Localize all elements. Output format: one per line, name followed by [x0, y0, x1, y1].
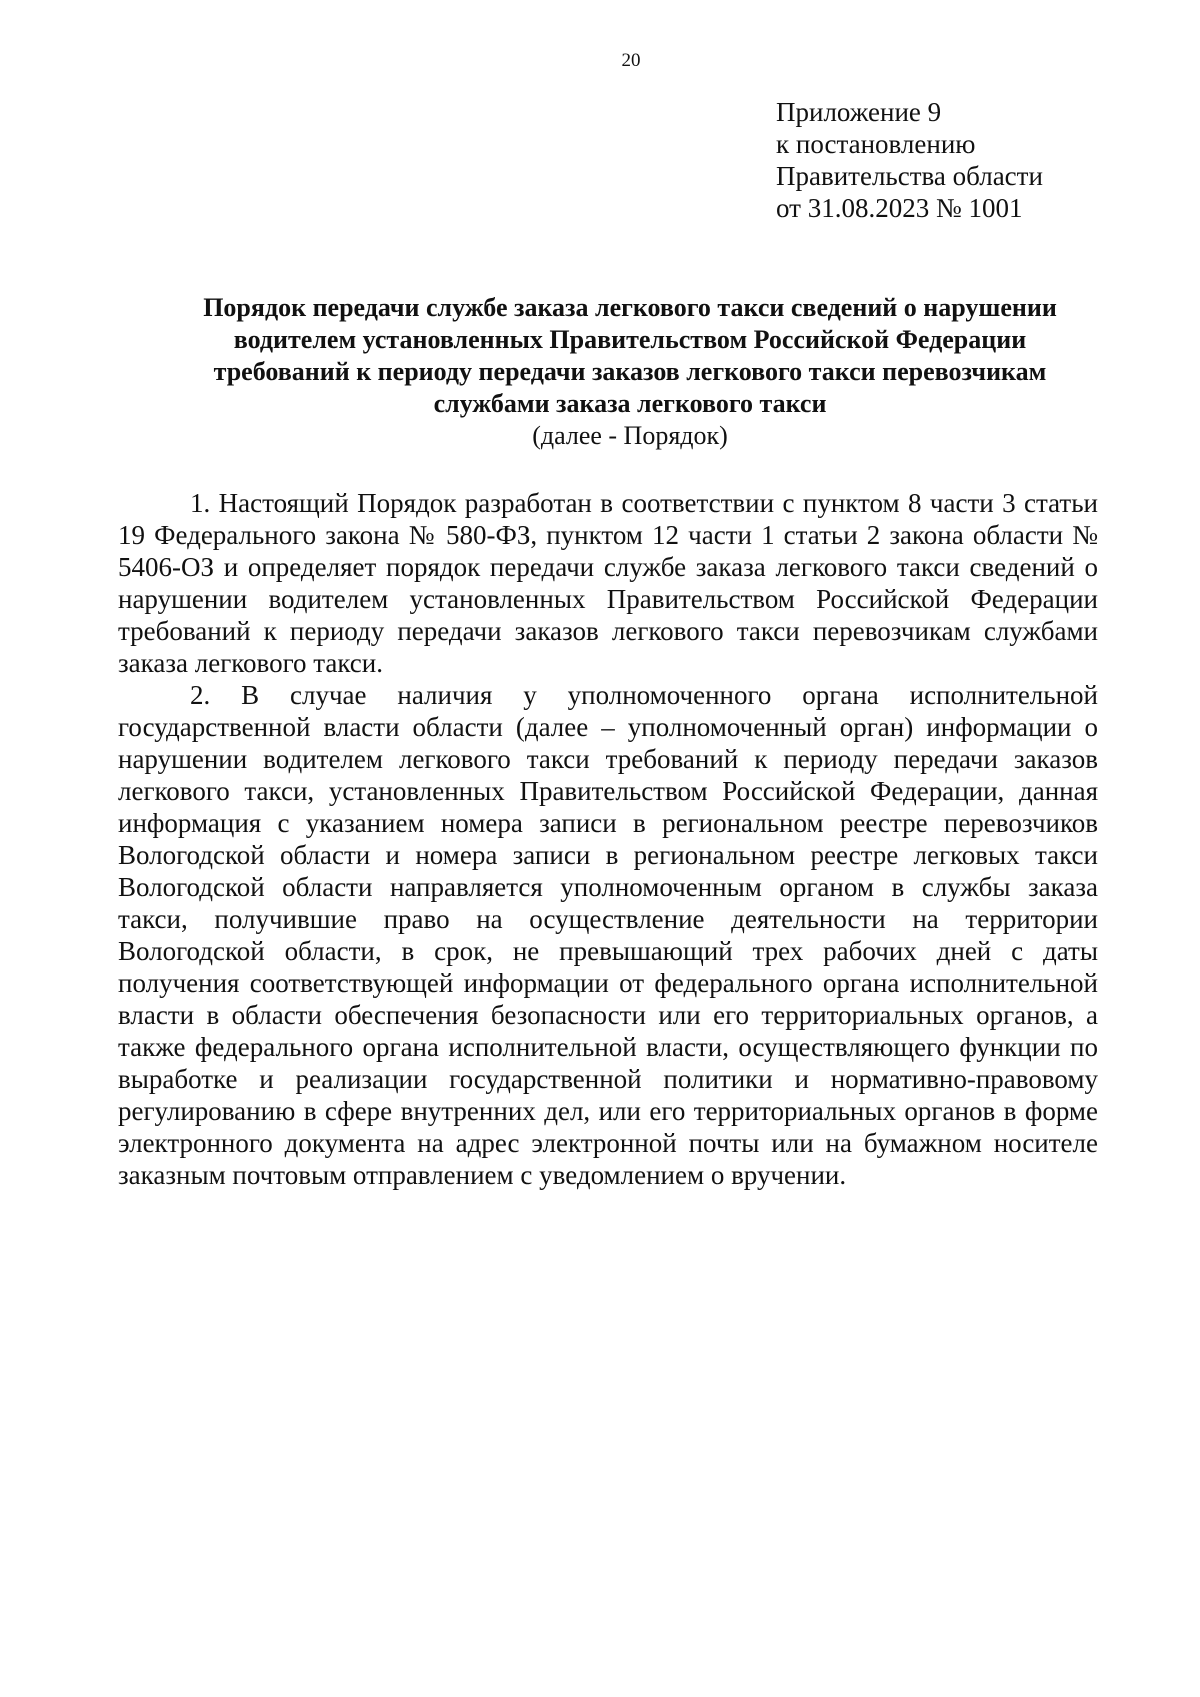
title-line: водителем установленных Правительством Российской Федерации — [233, 325, 1027, 354]
paragraph-line: власти в области обеспечения безопасности или его территориальных органов, а — [118, 1000, 1098, 1030]
document-title — [150, 292, 1110, 452]
paragraph-line: заказа легкового такси. — [118, 648, 383, 678]
title-line: требований к периоду передачи заказов легкового такси перевозчикам — [213, 357, 1047, 386]
paragraph-line: нарушении водителем установленных Правительством Российской Федерации — [118, 584, 1098, 614]
appendix-line: к постановлению — [776, 129, 976, 159]
paragraph-line: 2. В случае наличия у уполномоченного органа исполнительной — [190, 680, 1098, 710]
paragraph-line: Вологодской области, в срок, не превышающий трех рабочих дней с даты — [118, 936, 1098, 966]
paragraph-line: информация с указанием номера записи в региональном реестре перевозчиков — [118, 808, 1098, 838]
paragraph-1 — [118, 487, 1098, 679]
appendix-line: от 31.08.2023 № 1001 — [776, 193, 1023, 223]
title-subtitle: (далее - Порядок) — [532, 421, 728, 450]
title-line: Порядок передачи службе заказа легкового такси сведений о нарушении — [203, 293, 1057, 322]
paragraph-line: Вологодской области и номера записи в региональном реестре легковых такси — [118, 840, 1098, 870]
paragraph-line: Вологодской области направляется уполномоченным органом в службы заказа — [118, 872, 1098, 902]
paragraph-line: 5406-ОЗ и определяет порядок передачи службе заказа легкового такси сведений о — [118, 552, 1098, 582]
appendix-reference — [776, 96, 1043, 224]
paragraph-2 — [118, 679, 1098, 1191]
paragraph-line: выработке и реализации государственной политики и нормативно-правовому — [118, 1064, 1098, 1094]
paragraph-line: 19 Федерального закона № 580-ФЗ, пунктом 12 части 1 статьи 2 закона области № — [118, 520, 1098, 550]
paragraph-line: регулированию в сфере внутренних дел, или его территориальных органов в форме — [118, 1096, 1098, 1126]
paragraph-line: требований к периоду передачи заказов легкового такси перевозчикам службами — [118, 616, 1098, 646]
paragraph-line: нарушении водителем легкового такси требований к периоду передачи заказов — [118, 744, 1098, 774]
page-number: 20 — [621, 50, 641, 71]
appendix-line: Приложение 9 — [776, 97, 942, 127]
appendix-line: Правительства области — [776, 161, 1043, 191]
paragraph-line: также федерального органа исполнительной власти, осуществляющего функции по — [118, 1032, 1098, 1062]
paragraph-line: заказным почтовым отправлением с уведомлением о вручении. — [118, 1160, 847, 1190]
paragraph-line: 1. Настоящий Порядок разработан в соответствии с пунктом 8 части 3 статьи — [190, 488, 1098, 518]
paragraph-line: электронного документа на адрес электронной почты или на бумажном носителе — [118, 1128, 1098, 1158]
title-line: службами заказа легкового такси — [433, 389, 827, 418]
paragraph-line: легкового такси, установленных Правительством Российской Федерации, данная — [118, 776, 1098, 806]
paragraph-line: такси, получившие право на осуществление деятельности на территории — [118, 904, 1098, 934]
paragraph-line: получения соответствующей информации от федерального органа исполнительной — [118, 968, 1098, 998]
document-body — [118, 487, 1098, 1191]
paragraph-line: государственной власти области (далее – уполномоченный орган) информации о — [118, 712, 1098, 742]
